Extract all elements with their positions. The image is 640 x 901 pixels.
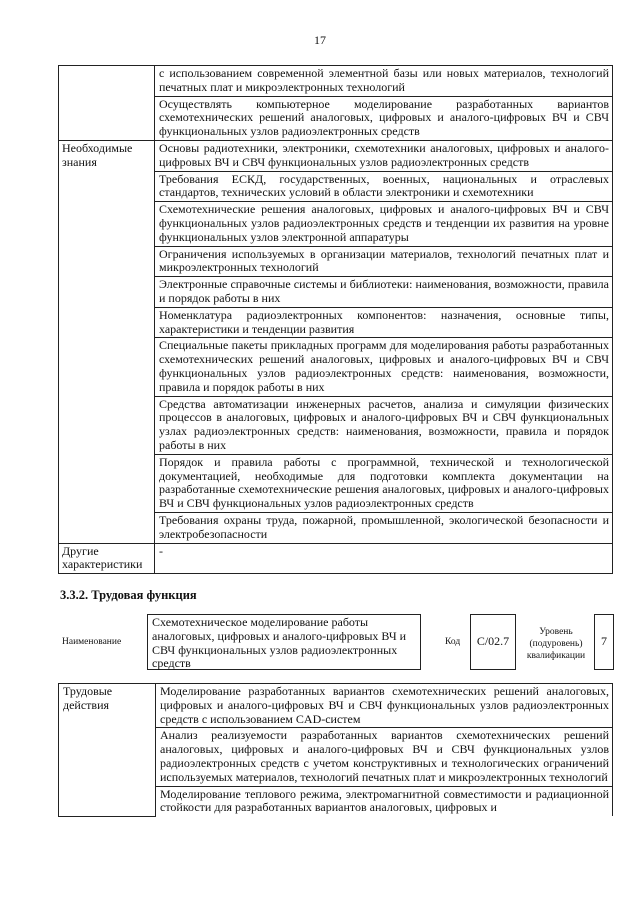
row-label: Необходимые знания bbox=[59, 140, 155, 543]
row-text: с использованием современной элементной базы или новых материалов, технологий печатных плат и микроэлектронных технологий bbox=[155, 66, 613, 97]
table-row bbox=[59, 543, 613, 574]
labor-actions-table bbox=[58, 683, 613, 817]
table-row bbox=[59, 684, 613, 728]
level-label: Уровень (подуровень) квалификации bbox=[526, 627, 586, 661]
knowledge-skills-table bbox=[58, 65, 613, 574]
function-name-box: Схемотехническое моделирование работы аналоговых, цифровых и аналого-цифровых ВЧ и СВЧ функциональных узлов радиоэлектронных средств bbox=[147, 614, 421, 670]
row-label: Другие характеристики bbox=[59, 543, 155, 574]
row-text: Схемотехнические решения аналоговых, цифровых и аналого-цифровых ВЧ и СВЧ функциональных узлов радиоэлектронных средств и тенденции их развития на уровне функциональных узлов электронной аппаратуры bbox=[155, 202, 613, 246]
code-label: Код bbox=[445, 637, 461, 647]
row-text: Моделирование теплового режима, электромагнитной совместимости и радиационной стойкости для разработанных вариантов аналоговых, цифровых и bbox=[156, 786, 613, 816]
row-text: Порядок и правила работы с программной, технической и технологической документацией, необходимые для подготовки комплекта документации на разработанные схемотехнические решения аналоговых, цифровых и аналого-цифровых ВЧ и СВЧ функциональных узлов радиоэлектронных средств bbox=[155, 454, 613, 512]
row-text: Требования охраны труда, пожарной, промышленной, экологической безопасности и электробезопасности bbox=[155, 512, 613, 543]
row-text: - bbox=[155, 543, 613, 574]
row-text: Анализ реализуемости разработанных вариантов схемотехнических решений аналоговых, цифровых и аналого-цифровых ВЧ и СВЧ функциональных узлов радиоэлектронных средств с учетом конструктивных и технологических ограничений используемых материалов, технологий печатных плат и микроэлектронных технологий bbox=[156, 728, 613, 786]
row-label: Трудовые действия bbox=[59, 684, 156, 817]
section-heading: 3.3.2. Трудовая функция bbox=[60, 588, 197, 602]
row-text: Требования ЕСКД, государственных, военных, национальных и отраслевых стандартов, технических условий в области электроники и схемотехники bbox=[155, 171, 613, 202]
function-header bbox=[0, 614, 640, 674]
row-text: Осуществлять компьютерное моделирование разработанных вариантов схемотехнических решений аналоговых, цифровых и аналого-цифровых ВЧ и СВЧ функциональных узлов радиоэлектронных средств bbox=[155, 96, 613, 140]
code-value-box: C/02.7 bbox=[470, 614, 516, 670]
name-label: Наименование bbox=[62, 637, 122, 647]
row-text: Основы радиотехники, электроники, схемотехники аналоговых, цифровых и аналого-цифровых ВЧ и СВЧ функциональных узлов радиоэлектронных средств bbox=[155, 140, 613, 171]
level-value-box: 7 bbox=[594, 614, 614, 670]
row-text: Специальные пакеты прикладных программ для моделирования работы разработанных схемотехнических решений аналоговых, цифровых и аналого-цифровых ВЧ и СВЧ функциональных узлов радиоэлектронных средств: наименования, возможности, правила и порядок работы в них bbox=[155, 338, 613, 396]
row-text: Моделирование разработанных вариантов схемотехнических решений аналоговых, цифровых и аналого-цифровых ВЧ и СВЧ функциональных узлов радиоэлектронных средств с использованием CAD-систем bbox=[156, 684, 613, 728]
row-label bbox=[59, 66, 155, 141]
page-number: 17 bbox=[314, 33, 326, 47]
row-text: Ограничения используемых в организации материалов, технологий печатных плат и микроэлектронных технологий bbox=[155, 246, 613, 277]
row-text: Средства автоматизации инженерных расчетов, анализа и симуляции физических процессов в аналоговых, цифровых и аналого-цифровых ВЧ и СВЧ функциональных узлах радиоэлектронных средств: наименования, возможности, правила и порядок работы в них bbox=[155, 396, 613, 454]
row-text: Номенклатура радиоэлектронных компонентов: назначения, основные типы, характеристики и тенденции развития bbox=[155, 307, 613, 338]
table-row bbox=[59, 140, 613, 171]
row-text: Электронные справочные системы и библиотеки: наименования, возможности, правила и порядок работы в них bbox=[155, 277, 613, 308]
table-row bbox=[59, 66, 613, 97]
